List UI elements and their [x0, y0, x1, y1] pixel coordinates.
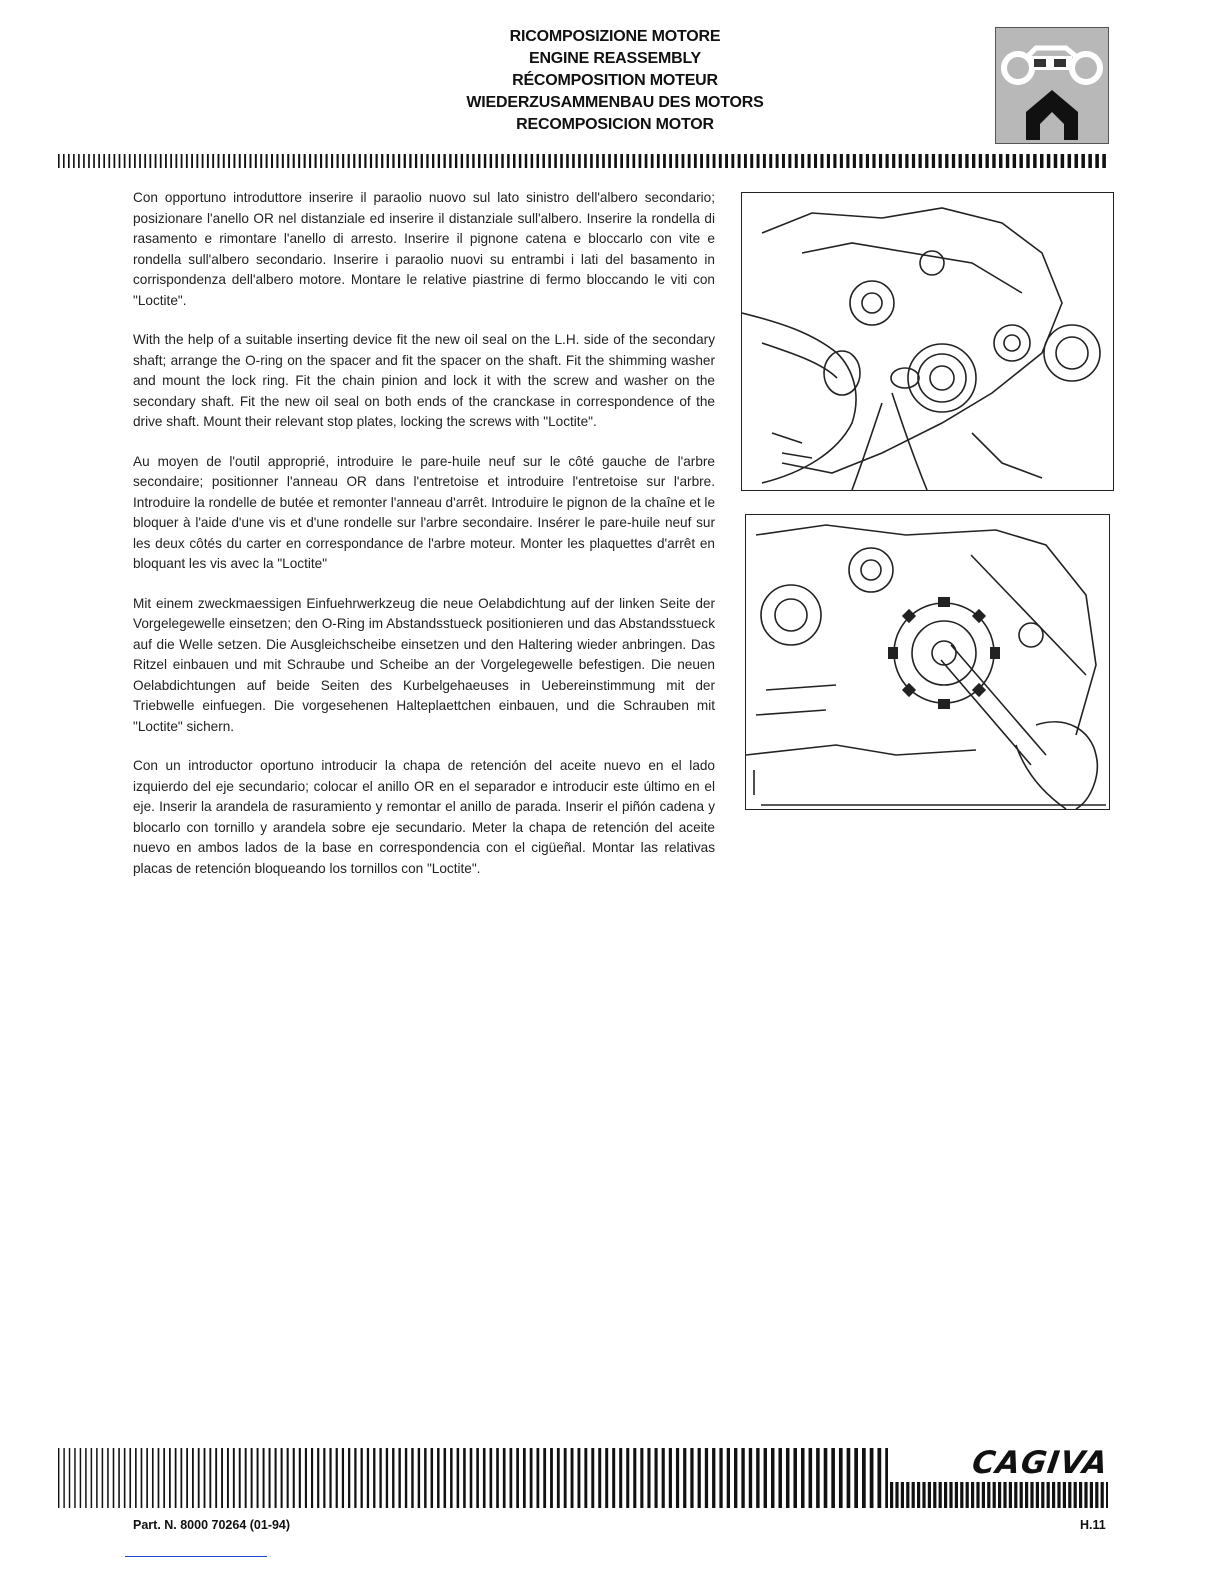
page-number: H.11: [1080, 1518, 1106, 1532]
paragraph-german: Mit einem zweckmaessigen Einfuehrwerkzeug die neue Oelabdichtung auf der linken Seite der Vorgelegewelle einsetzen; den O-Ring im Abstandsstueck positionieren und das Abstandsstueck auf die Welle setzen. Die Ausgleichscheibe einsetzen und den Haltering wieder anbringen. Das Ritzel einbauen und mit Schraube und Scheibe an der Vorgelegewelle befestigen. Die neuen Oelabdichtungen auf beide Seiten des Kurbelgehaeuses in Uebereinstimmung mit der Triebwelle einfuegen. Die vorgesehenen Halteplaettchen einbauen, und die Schrauben mit "Loctite" sichern.: [133, 595, 715, 734]
page-title-block: [300, 26, 930, 136]
title-english: ENGINE REASSEMBLY: [528, 50, 702, 67]
brand-logo: [890, 1445, 1111, 1510]
title-french: RÉCOMPOSITION MOTEUR: [512, 72, 718, 89]
paragraph-french: Au moyen de l'outil approprié, introduire le pare-huile neuf sur le côté gauche de l'arbre secondaire; positionner l'anneau OR dans l'entretoise et introduire l'entretoise sur l'arbre. Introduire la rondelle de butée et remonter l'anneau d'arrêt. Introduire le pignon de la chaîne et le bloquer à l'aide d'une vis et d'une rondelle sur l'arbre secondaire. Insérer le pare-huile neuf sur les deux côtés du carter en correspondance de l'arbre moteur. Monter les plaquettes d'arrêt en bloquant les vis avec la "Loctite": [133, 453, 715, 571]
oil-seal-install-illustration: [741, 192, 1114, 491]
brand-name: CAGIVA: [969, 1445, 1111, 1481]
footer-bar-rule: [58, 1448, 888, 1508]
header-bar-rule: [58, 154, 1108, 168]
motorcycle-arrow-icon: [995, 27, 1109, 144]
title-spanish: RECOMPOSICION MOTOR: [516, 116, 714, 133]
paragraph-spanish: Con un introductor oportuno introducir la chapa de retención del aceite nuevo en el lado izquierdo del eje secundario; colocar el anillo OR en el separador e introducir este último en el eje. Inserir la arandela de rasuramiento y remontar el anillo de parada. Inserir el piñón cadena y blocarlo con tornillo y arandela sobre eje secundario. Meter la chapa de retención del aceite nuevo en ambos lados de la base en correspondencia con el cigüeñal. Montar las relativas placas de retención bloqueando los tornillos con "Loctite".: [133, 758, 715, 876]
title-german: WIEDERZUSAMMENBAU DES MOTORS: [466, 94, 764, 111]
paragraph-italian: Con opportuno introduttore inserire il paraolio nuovo sul lato sinistro dell'albero secondario; posizionare l'anello OR nel distanziale ed inserire il distanziale sull'albero. Inserire la rondella di rasamento e rimontare l'anello di arresto. Inserire il pignone catena e bloccarlo con vite e rondella sull'albero secondario. Inserire i paraolio nuovi su entrambi i lati del basamento in corrispondenza dell'albero motore. Montare le relative piastrine di fermo bloccando le viti con "Loctite".: [133, 190, 715, 308]
instruction-text: [133, 188, 715, 898]
part-number: Part. N. 8000 70264 (01-94): [133, 1518, 291, 1532]
brand-bar-rule: [890, 1482, 1108, 1508]
paragraph-english: With the help of a suitable inserting device fit the new oil seal on the L.H. side of the secondary shaft; arrange the O-ring on the spacer and fit the spacer on the shaft. Fit the shimming washer and mount the lock ring. Fit the chain pinion and lock it with the screw and washer on the secondary shaft. Fit the new oil seal on both ends of the cranckase in correspondence of the drive shaft. Mount their relevant stop plates, locking the screws with "Loctite".: [133, 332, 715, 429]
chain-pinion-tighten-illustration: [745, 514, 1110, 810]
title-italian: RICOMPOSIZIONE MOTORE: [509, 28, 721, 45]
footer-line: [125, 1556, 267, 1557]
